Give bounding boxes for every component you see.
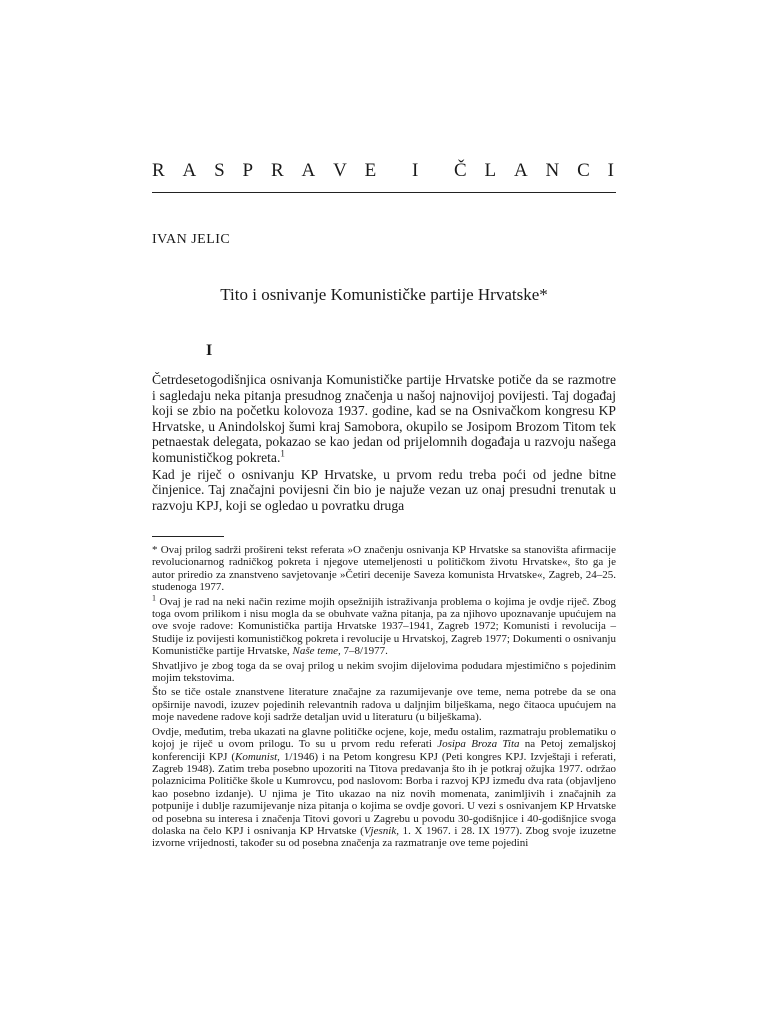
section-letter: S: [214, 160, 225, 181]
section-letter: R: [152, 160, 165, 181]
section-letter: P: [242, 160, 254, 181]
body-paragraph: Četrdesetogodišnjica osnivanja Komunističke partije Hrvatske potiče da se razmotre i sagledaju neka pitanja presudnog značenja u našoj najnovijoj povijesti. Taj događaj koji se zbio na početku kolovoza 1937. godine, kad se na Osnivačkom kongresu KP Hrvatske, u Anindolskoj šumi kraj Samobora, okupilo se Josipom Brozom Titom tek petnaestak delegata, pokazao se kao jedan od prijelomnih događaja u razvoju našega komunističkog pokreta.$^1$: [152, 372, 616, 465]
section-letter: A: [182, 160, 197, 181]
section-letter: V: [333, 160, 347, 181]
footnote-star: * Ovaj prilog sadrži prošireni tekst referata »O značenju osnivanja KP Hrvatske sa stanovišta afirmacije revolucionarnog radničkog pokreta i njegove utemeljenosti u političkom životu Hrvatske«, što ga je autor priredio za znanstveno savjetovanje »Četiri decenije Saveza komunista Hrvatske«, Zagreb, 24–25. studenoga 1977.: [152, 544, 616, 594]
article-title: Tito i osnivanje Komunističke partije Hrvatske*: [220, 285, 548, 304]
article-author: IVAN JELIC: [152, 232, 231, 247]
part-number: I: [206, 342, 213, 359]
footnote-1: $^1$ Ovaj je rad na neki način rezime mojih opsežnijih istraživanja problema o kojima je ovdje riječ. Zbog toga ovom prilikom i nisu mogla da se obuhvate važna pitanja, pa za njihovo upoznavanje upućujem na ove svoje radove: Komunistička partija Hrvatske 1937–1941, Zagreb 1972; Komunisti i revolucija – Studije iz povijesti komunističkog pokreta i revolucije u Hrvatskoj, Zagreb 1977; Dokumenti o osnivanju Komunističke partije Hrvatske, Naše teme, 7–8/1977.: [152, 592, 616, 658]
footnote-rule: [152, 536, 224, 537]
section-letter: A: [513, 160, 528, 181]
section-letter: E: [364, 160, 377, 181]
section-heading: [152, 160, 614, 182]
article-body: [152, 372, 616, 514]
section-letter: I: [607, 160, 614, 181]
section-letter: N: [545, 160, 560, 181]
section-letter: I: [411, 160, 419, 181]
footnotes: [152, 544, 616, 852]
body-paragraph: Kad je riječ o osnivanju KP Hrvatske, u prvom redu treba poći od jedne bitne činjenice. Taj značajni povijesni čin bio je najuže vezan uz onaj presudni trenutak u razvoju KPJ, koji se ogledao u povratku druga: [152, 466, 616, 513]
footnote-marker: 1: [280, 448, 285, 459]
section-letter: A: [301, 160, 316, 181]
footnote-paragraph: Što se tiče ostale znanstvene literature značajne za razumijevanje ove teme, nema potrebe da se ona opširnije navodi, izuzev pojedinih relevantnih radova u daljnjim bilješkama, nego čitaoca upućujem na moje navedene radove koji sadrže detaljan uvid u literaturu (u bilješkama).: [152, 686, 616, 724]
footnote-paragraph: Shvatljivo je zbog toga da se ovaj prilog u nekim svojim dijelovima podudara mjestimično s pojedinim mojim tekstovima.: [152, 659, 616, 685]
section-letter: C: [577, 160, 590, 181]
section-letter: L: [484, 160, 497, 181]
heading-rule: [152, 192, 616, 193]
footnote-paragraph: Ovdje, međutim, treba ukazati na glavne političke ocjene, koje, među ostalim, razmatraju problematiku o kojoj je riječ u ovom prilogu. To su u prvom redu referati Josipa Broza Tita na Petoj zemaljskoj konferenciji KPJ (Komunist, 1/1946) i na Petom kongresu KPJ (Peti kongres KPJ. Izvještaji i referati, Zagreb 1948). Zatim treba posebno upozoriti na Titova predavanja što ih je potkraj ožujka 1977. održao polaznicima Političke škole u Kumrovcu, pod naslovom: Borba i razvoj KPJ između dva rata (objavljeno kao posebno izdanje). U njima je Tito ukazao na niz novih momenata, zanimljivih i značajnih za potpunije i dublje razumijevanje niza pitanja o kojima se ovdje govori. U vezi s osnivanjem KP Hrvatske od posebna su interesa i značenja Titovi govori u Zagrebu u povodu 30-godišnjice i 40-godišnjice svoga dolaska na čelo KPJ i osnivanja KP Hrvatske (Vjesnik, 1. X 1967. i 28. IX 1977). Zbog svoje izuzetne izvorne vrijednosti, također su od posebna značenja za razmatranje ove teme pojedini: [152, 725, 617, 850]
section-letter: Č: [453, 160, 467, 181]
section-letter: R: [270, 160, 284, 181]
